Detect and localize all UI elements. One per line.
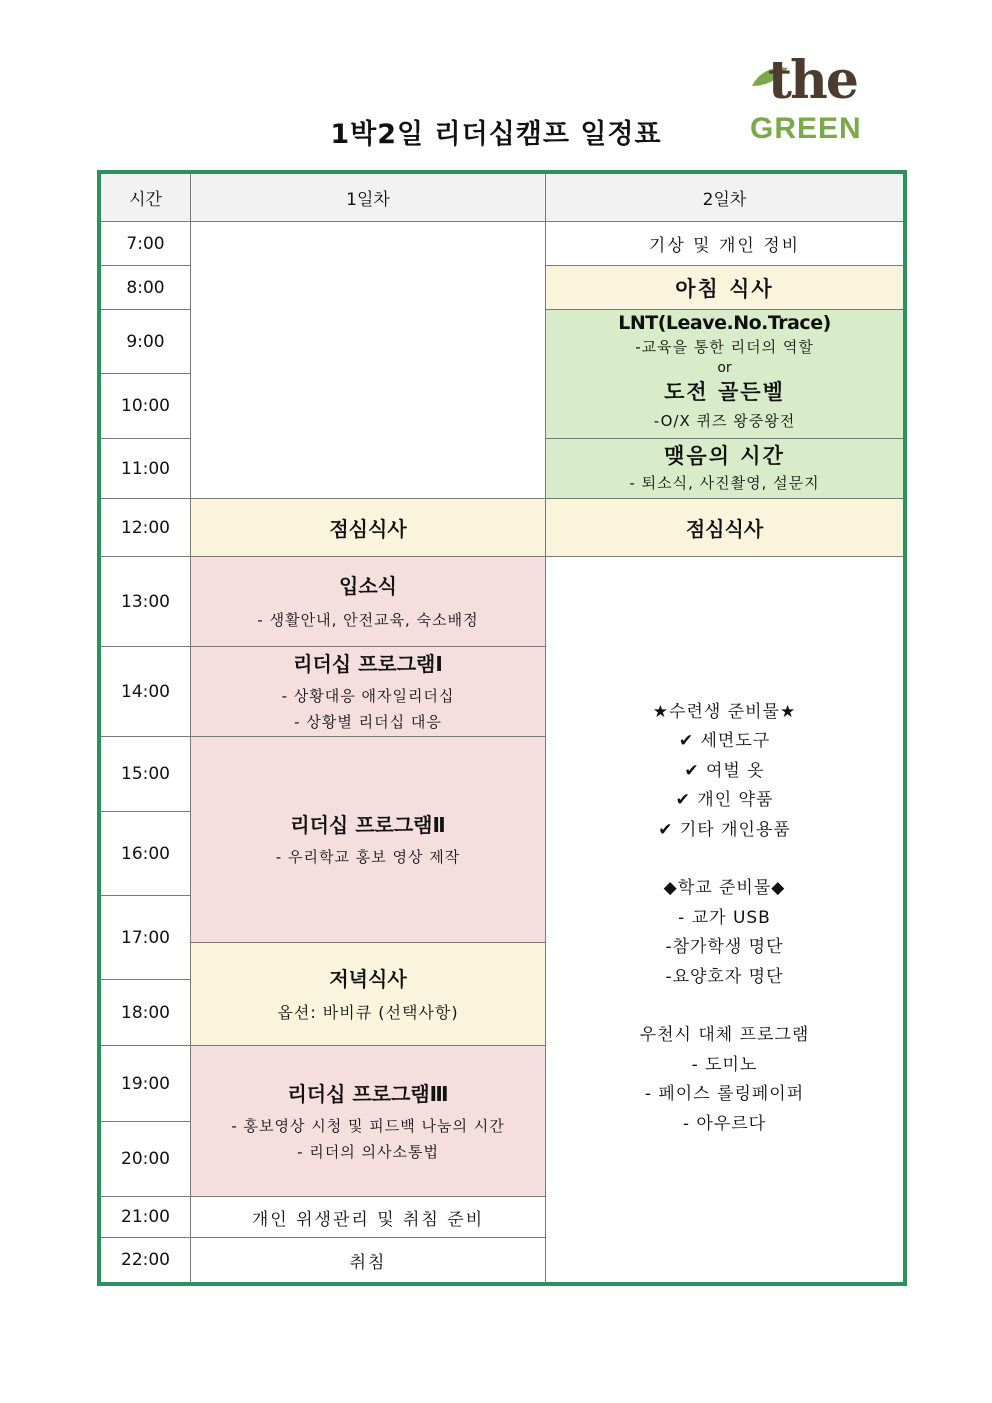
day1-entrance-desc: - 생활안내, 안전교육, 숙소배정 xyxy=(257,611,479,629)
day1-lunch-label: 점심식사 xyxy=(329,517,407,541)
time-cell: 12:00 xyxy=(101,499,191,557)
header-day1: 1일차 xyxy=(191,174,546,222)
time-cell: 10:00 xyxy=(101,374,191,439)
day1-lunch xyxy=(191,499,546,557)
time-cell: 17:00 xyxy=(101,896,191,980)
time-cell: 21:00 xyxy=(101,1197,191,1238)
time-cell: 8:00 xyxy=(101,266,191,310)
rain-alt-item: - 아우르다 xyxy=(682,1113,767,1134)
day1-program1-desc: - 상황별 리더십 대응 xyxy=(294,713,442,731)
time-cell: 11:00 xyxy=(101,439,191,499)
school-supplies-title: ◆학교 준비물◆ xyxy=(663,878,786,899)
day1-entrance xyxy=(191,557,546,647)
time-cell: 18:00 xyxy=(101,980,191,1046)
page-title: 1박2일 리더십캠프 일정표 xyxy=(330,119,662,150)
header-day2: 2일차 xyxy=(546,174,903,222)
day2-lnt-desc: -교육을 통한 리더의 역할 xyxy=(635,338,814,356)
time-cell: 22:00 xyxy=(101,1238,191,1282)
day1-program3-title: 리더십 프로그램Ⅲ xyxy=(287,1081,449,1106)
rain-alt-item: - 페이스 롤링페이퍼 xyxy=(644,1084,805,1105)
day2-breakfast-label: 아침 식사 xyxy=(675,276,774,301)
day1-sleep-label: 취침 xyxy=(349,1252,387,1273)
student-supply-item: ✔ 세면도구 xyxy=(678,731,771,752)
rain-alt-title: 우천시 대체 프로그램 xyxy=(639,1025,810,1046)
school-supply-item: - 교가 USB xyxy=(678,907,771,928)
student-supply-item: ✔ 기타 개인용품 xyxy=(658,819,791,840)
day1-program3 xyxy=(191,1046,546,1197)
day2-morning-program xyxy=(546,310,903,439)
time-cell: 16:00 xyxy=(101,812,191,896)
day2-golden-desc: -O/X 퀴즈 왕중왕전 xyxy=(653,412,796,430)
day2-wake-label: 기상 및 개인 정비 xyxy=(648,236,801,256)
day1-sleep xyxy=(191,1238,546,1282)
day1-dinner xyxy=(191,943,546,1046)
day2-golden-title: 도전 골든벨 xyxy=(664,380,785,404)
day2-wake xyxy=(546,222,903,266)
day1-hygiene xyxy=(191,1197,546,1238)
school-supply-item: -참가학생 명단 xyxy=(665,937,784,958)
day2-lnt-title: LNT(Leave.No.Trace) xyxy=(618,312,831,334)
day1-entrance-title: 입소식 xyxy=(339,574,397,598)
day1-program1-desc: - 상황대응 애자일리더십 xyxy=(281,687,455,705)
day1-program2-desc: - 우리학교 홍보 영상 제작 xyxy=(275,848,461,866)
rain-alt-item: - 도미노 xyxy=(691,1054,758,1075)
day1-program1-title: 리더십 프로그램Ⅰ xyxy=(293,652,443,676)
day2-lunch-label: 점심식사 xyxy=(685,517,764,541)
day2-breakfast xyxy=(546,266,903,310)
time-cell: 15:00 xyxy=(101,737,191,812)
logo-green-text: GREEN xyxy=(750,112,862,145)
time-cell: 7:00 xyxy=(101,222,191,266)
student-supply-item: ✔ 여벌 옷 xyxy=(684,760,765,781)
time-cell: 19:00 xyxy=(101,1046,191,1122)
time-cell: 13:00 xyxy=(101,557,191,647)
time-cell: 20:00 xyxy=(101,1122,191,1197)
day1-dinner-title: 저녁식사 xyxy=(329,966,407,991)
day1-program2-title: 리더십 프로그램Ⅱ xyxy=(290,813,446,837)
the-green-logo xyxy=(748,46,878,152)
time-cell: 9:00 xyxy=(101,310,191,374)
school-supply-item: -요양호자 명단 xyxy=(665,966,784,987)
header-time: 시간 xyxy=(101,174,191,222)
day1-program3-desc: - 홍보영상 시청 및 피드백 나눔의 시간 xyxy=(231,1116,505,1135)
schedule-table xyxy=(97,170,907,1286)
day2-or-label: or xyxy=(717,360,732,376)
logo-the-text: the xyxy=(768,50,857,111)
student-supply-item: ✔ 개인 약품 xyxy=(675,790,774,811)
day2-closing xyxy=(546,439,903,499)
day1-program2 xyxy=(191,737,546,943)
day1-hygiene-label: 개인 위생관리 및 취침 준비 xyxy=(251,1209,485,1230)
day1-empty-morning xyxy=(191,222,546,499)
student-supplies-title: ★수련생 준비물★ xyxy=(652,702,797,722)
day1-dinner-desc: 옵션: 바비큐 (선택사항) xyxy=(277,1002,459,1022)
day2-closing-desc: - 퇴소식, 사진촬영, 설문지 xyxy=(629,473,820,492)
day2-closing-title: 맺음의 시간 xyxy=(664,443,785,468)
time-cell: 14:00 xyxy=(101,647,191,737)
day2-lunch xyxy=(546,499,903,557)
day2-notes xyxy=(546,557,903,1282)
day1-program3-desc: - 리더의 의사소통법 xyxy=(297,1142,439,1161)
day1-program1 xyxy=(191,647,546,737)
